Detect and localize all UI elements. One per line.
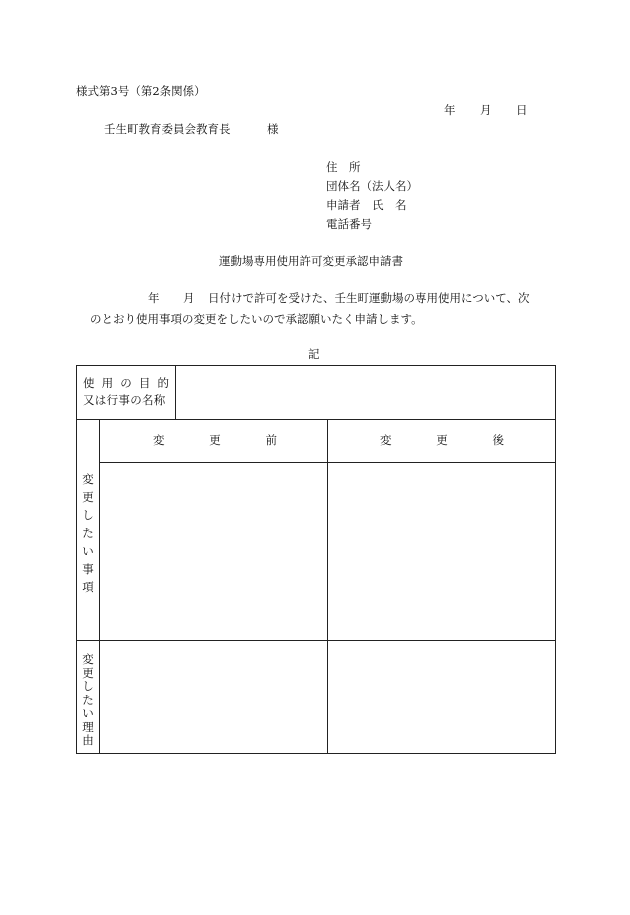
reason-before-cell[interactable] [100, 641, 327, 753]
purpose-value-cell[interactable] [176, 366, 555, 419]
after-header: 変 更 後 [380, 433, 504, 447]
date-year-label: 年 [444, 103, 456, 117]
document-title: 運動場専用使用許可変更承認申請書 [219, 254, 403, 268]
ki-heading: 記 [308, 347, 320, 361]
row-divider-purpose [76, 419, 556, 420]
table-bottom-border [76, 753, 556, 754]
body-line1-text: 日付けで許可を受けた、壬生町運動場の専用使用について、次 [208, 291, 530, 305]
table-left-border [76, 365, 77, 754]
organization-label: 団体名（法人名） [326, 179, 418, 193]
address-label: 住 所 [326, 160, 361, 174]
date-day-label: 日 [516, 103, 528, 117]
phone-label: 電話番号 [326, 217, 372, 231]
addressee-name: 壬生町教育委員会教育長 [104, 122, 231, 136]
items-after-cell[interactable] [328, 463, 555, 640]
date-month-label: 月 [480, 103, 492, 117]
applicant-label: 申請者 [326, 198, 361, 212]
body-line2-text: のとおり使用事項の変更をしたいので承認願いたく申請します。 [90, 312, 423, 326]
form-number: 様式第3号（第2条関係） [76, 84, 206, 98]
purpose-label-line2: 又は行事の名称 [83, 393, 166, 407]
before-header: 変 更 前 [153, 433, 277, 447]
reason-after-cell[interactable] [328, 641, 555, 753]
body-year-label: 年 [148, 291, 160, 305]
body-month-label: 月 [183, 291, 195, 305]
reason-vertical-label: 変 更 し た い 理 由 [82, 652, 94, 747]
table-right-border [555, 365, 556, 754]
items-before-cell[interactable] [100, 463, 327, 640]
applicant-name-label: 氏 名 [372, 198, 407, 212]
items-vertical-label: 変 更 し た い 事 項 [82, 472, 94, 594]
purpose-label-line1: 使 用 の 目 的 [83, 376, 169, 390]
addressee-honorific: 様 [267, 122, 279, 136]
